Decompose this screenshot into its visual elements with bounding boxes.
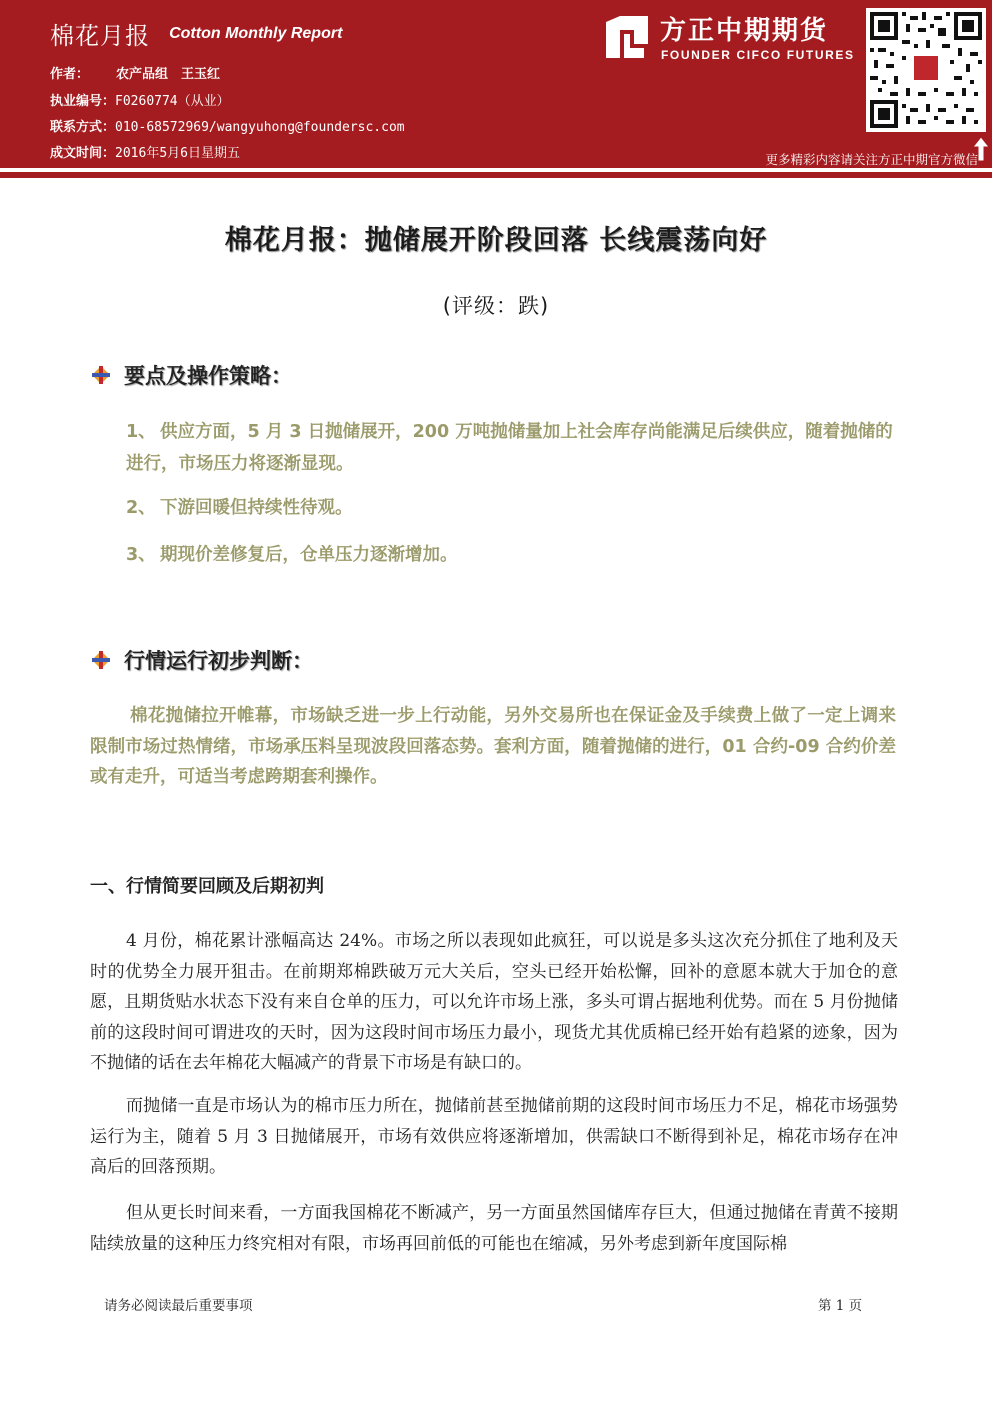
- date-line: [50, 142, 240, 161]
- license-line: [50, 90, 230, 109]
- report-name-cn: 棉花月报: [50, 22, 150, 50]
- keypoints-heading-text: 要点及操作策略：: [124, 364, 292, 388]
- date-label: 成文时间：: [50, 146, 116, 161]
- keypoint-item: [126, 416, 906, 480]
- report-name-en: Cotton Monthly Report: [169, 24, 343, 42]
- diamond-bullet-icon: [90, 649, 112, 671]
- author-line: [50, 63, 220, 82]
- contact-value: 010-68572969/wangyuhong@foundersc.com: [115, 120, 405, 135]
- qr-code-icon: [866, 8, 986, 132]
- judgement-heading-text: 行情运行初步判断：: [124, 649, 313, 673]
- license-label: 执业编号：: [50, 94, 116, 109]
- page-title: 棉花月报：抛储展开阶段回落 长线震荡向好: [224, 225, 768, 256]
- keypoint-item: [126, 539, 906, 571]
- contact-line: [50, 116, 405, 135]
- contact-label: 联系方式：: [50, 120, 116, 135]
- author-label: 作者：: [50, 67, 90, 82]
- judgement-paragraph: 棉花抛储拉开帷幕，市场缺乏进一步上行动能，另外交易所也在保证金及手续费上做了一定上调来限制市场过热情绪，市场承压料呈现波段回落态势。套利方面，随着抛储的进行，01 合约-09 合约价差或有走升，可适当考虑跨期套利操作。: [90, 706, 896, 787]
- body-paragraph: 但从更长时间来看，一方面我国棉花不断减产，另一方面虽然国储库存巨大，但通过抛储在青黄不接期陆续放量的这种压力终究相对有限，市场再回前低的可能也在缩减，另外考虑到新年度国际棉: [90, 1203, 898, 1254]
- judgement-heading: [90, 645, 313, 675]
- keypoint-number: 2、: [126, 498, 156, 518]
- section-one-heading: 一、行情简要回顾及后期初判: [90, 876, 324, 897]
- date-value: 2016年5月6日星期五: [115, 146, 240, 161]
- page-number: 第 1 页: [818, 1298, 863, 1314]
- keypoint-text: 期现价差修复后，仓单压力逐渐增加。: [160, 545, 458, 565]
- company-logo-cn: 方正中期期货: [660, 16, 829, 46]
- keypoint-number: 3、: [126, 545, 156, 565]
- company-logo-icon: [604, 14, 650, 60]
- header-divider-red: [0, 172, 992, 178]
- body-paragraph: 而抛储一直是市场认为的棉市压力所在，抛储前甚至抛储前期的这段时间市场压力不足，棉花市场强势运行为主，随着 5 月 3 日抛储展开，市场有效供应将逐渐增加，供需缺口不断得到补足，棉花市场存在冲高后的回落预期。: [90, 1096, 898, 1177]
- footer-notice: 请务必阅读最后重要事项: [104, 1298, 253, 1314]
- report-header: [0, 0, 992, 172]
- body-paragraph: 4 月份，棉花累计涨幅高达 24%。市场之所以表现如此疯狂，可以说是多头这次充分抓住了地利及天时的优势全力展开狙击。在前期郑棉跌破万元大关后，空头已经开始松懈，回补的意愿本就大于加仓的意愿，且期货贴水状态下没有来自仓单的压力，可以允许市场上涨，多头可谓占据地利优势。而在 5 月份抛储前的这段时间可谓进攻的天时，因为这段时间市场压力最小，现货尤其优质棉已经开始有趋紧的迹象，因为不抛储的话在去年棉花大幅减产的背景下市场是有缺口的。: [90, 931, 898, 1073]
- diamond-bullet-icon: [90, 364, 112, 386]
- keypoint-item: [126, 492, 906, 524]
- keypoint-text: 供应方面，5 月 3 日抛储展开，200 万吨抛储量加上社会库存尚能满足后续供应，随着抛储的进行，市场压力将逐渐显现。: [126, 422, 893, 474]
- rating-label: (评级：跌): [442, 294, 550, 318]
- company-logo-en: FOUNDER CIFCO FUTURES: [661, 48, 855, 62]
- keypoint-text: 下游回暖但持续性待观。: [160, 498, 353, 518]
- keypoints-heading: [90, 360, 292, 390]
- keypoint-number: 1、: [126, 422, 156, 442]
- license-value: F0260774（从业）: [115, 94, 230, 109]
- wechat-follow-note: 更多精彩内容请关注方正中期官方微信: [765, 152, 978, 167]
- report-name: [50, 16, 342, 51]
- author-value: 农产品组 王玉红: [116, 67, 221, 82]
